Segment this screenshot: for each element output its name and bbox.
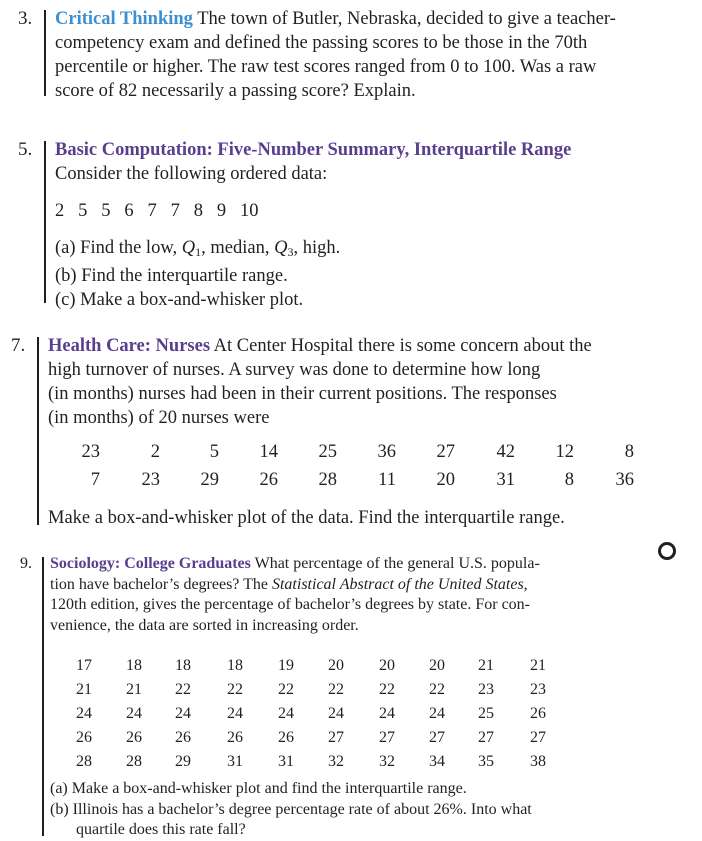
data-row-2 <box>0 468 702 492</box>
table-cell: 24 <box>227 705 243 722</box>
exercise-number: 7. <box>11 335 26 356</box>
table-cell: 24 <box>379 705 395 722</box>
table-cell: 22 <box>175 681 191 698</box>
exercise-divider <box>44 141 46 303</box>
table-cell: 27 <box>530 729 546 746</box>
exercise-number: 9. <box>20 555 32 572</box>
exercise-number: 3. <box>18 8 33 29</box>
data-cell: 8 <box>624 442 634 462</box>
data-cell: 8 <box>564 470 574 490</box>
data-cell: 36 <box>377 442 396 462</box>
table-row <box>0 728 702 749</box>
data-cell: 5 <box>209 442 219 462</box>
table-cell: 25 <box>478 705 494 722</box>
exercise-divider <box>44 10 46 96</box>
table-cell: 27 <box>478 729 494 746</box>
data-cell: 12 <box>555 442 574 462</box>
table-cell: 22 <box>379 681 395 698</box>
data-cell: 23 <box>141 470 160 490</box>
data-cell: 29 <box>200 470 219 490</box>
table-cell: 22 <box>278 681 294 698</box>
table-cell: 29 <box>175 753 191 770</box>
table-cell: 24 <box>328 705 344 722</box>
table-cell: 22 <box>328 681 344 698</box>
table-row <box>0 680 702 701</box>
table-cell: 21 <box>478 657 494 674</box>
exercise-divider <box>37 337 39 525</box>
exercise-text: Critical Thinking The town of Butler, Nebraska, decided to give a teacher- competency exam and defined the passing scores to be those in the 70th percentile or higher. The raw test scores ranged from 0 to 100. Was a raw score of 82 necessarily a passing score? Explain. <box>55 9 616 101</box>
table-cell: 18 <box>126 657 142 674</box>
table-cell: 24 <box>76 705 92 722</box>
data-cell: 14 <box>259 442 278 462</box>
exercise-heading: Sociology: College Graduates <box>50 555 251 572</box>
table-cell: 26 <box>278 729 294 746</box>
table-cell: 18 <box>175 657 191 674</box>
table-cell: 26 <box>530 705 546 722</box>
table-cell: 28 <box>126 753 142 770</box>
table-cell: 24 <box>429 705 445 722</box>
table-cell: 26 <box>126 729 142 746</box>
data-cell: 11 <box>378 470 396 490</box>
data-cell: 26 <box>259 470 278 490</box>
table-cell: 23 <box>530 681 546 698</box>
table-cell: 34 <box>429 753 445 770</box>
table-cell: 26 <box>227 729 243 746</box>
table-cell: 31 <box>278 753 294 770</box>
table-cell: 35 <box>478 753 494 770</box>
exercise-text: Sociology: College Graduates What percentage of the general U.S. popula- tion have bachelor’s degrees? The Statistical Abstract of the United States, 120th edition, gives the percentage of bachelor’s degrees by state. For con- venience, the data are sorted in increasing order. <box>50 555 540 634</box>
table-cell: 27 <box>429 729 445 746</box>
data-row-1 <box>0 440 702 464</box>
table-cell: 20 <box>379 657 395 674</box>
table-cell: 28 <box>76 753 92 770</box>
table-cell: 22 <box>429 681 445 698</box>
table-cell: 22 <box>227 681 243 698</box>
exercise-number: 5. <box>18 139 33 160</box>
table-cell: 20 <box>429 657 445 674</box>
exercise-heading: Basic Computation: Five-Number Summary, Interquartile Range <box>55 140 572 160</box>
exercise-heading: Health Care: Nurses <box>48 336 211 356</box>
table-cell: 27 <box>328 729 344 746</box>
exercise-parts: (a) Find the low, $Q_1$, median, $Q_3$, high. (b) Find the interquartile range. (c) Make a box-and-whisker plot. <box>55 238 341 310</box>
table-cell: 24 <box>175 705 191 722</box>
table-cell: 19 <box>278 657 294 674</box>
circle-marker-icon <box>658 542 676 560</box>
table-cell: 32 <box>328 753 344 770</box>
exercise-text: Basic Computation: Five-Number Summary, Interquartile Range Consider the following ordered data: <box>55 140 572 184</box>
data-list: 2 5 5 6 7 7 8 9 10 <box>55 201 259 221</box>
data-cell: 2 <box>150 442 160 462</box>
data-cell: 36 <box>615 470 634 490</box>
data-cell: 42 <box>496 442 515 462</box>
data-cell: 27 <box>436 442 455 462</box>
table-row <box>0 656 702 677</box>
data-cell: 31 <box>496 470 515 490</box>
data-cell: 23 <box>81 442 100 462</box>
table-cell: 17 <box>76 657 92 674</box>
table-cell: 38 <box>530 753 546 770</box>
table-cell: 23 <box>478 681 494 698</box>
table-cell: 21 <box>126 681 142 698</box>
table-cell: 27 <box>379 729 395 746</box>
exercise-parts: (a) Make a box-and-whisker plot and find the interquartile range. (b) Illinois has a bachelor’s degree percentage rate of about 26%. Into what quartile does this rate fall? <box>50 780 532 838</box>
table-row <box>0 704 702 725</box>
data-cell: 20 <box>436 470 455 490</box>
exercise-closing: Make a box-and-whisker plot of the data. Find the interquartile range. <box>48 508 565 528</box>
data-cell: 7 <box>90 470 100 490</box>
table-cell: 24 <box>278 705 294 722</box>
exercise-heading: Critical Thinking <box>55 9 193 29</box>
table-cell: 24 <box>126 705 142 722</box>
table-row <box>0 752 702 773</box>
data-cell: 28 <box>318 470 337 490</box>
table-cell: 26 <box>175 729 191 746</box>
table-cell: 21 <box>76 681 92 698</box>
data-cell: 25 <box>318 442 337 462</box>
exercise-text: Health Care: Nurses At Center Hospital there is some concern about the high turnover of nurses. A survey was done to determine how long (in months) nurses had been in their current positions. The responses (in months) of 20 nurses were <box>48 336 592 428</box>
table-cell: 18 <box>227 657 243 674</box>
table-cell: 21 <box>530 657 546 674</box>
table-cell: 31 <box>227 753 243 770</box>
table-cell: 32 <box>379 753 395 770</box>
table-cell: 26 <box>76 729 92 746</box>
table-cell: 20 <box>328 657 344 674</box>
